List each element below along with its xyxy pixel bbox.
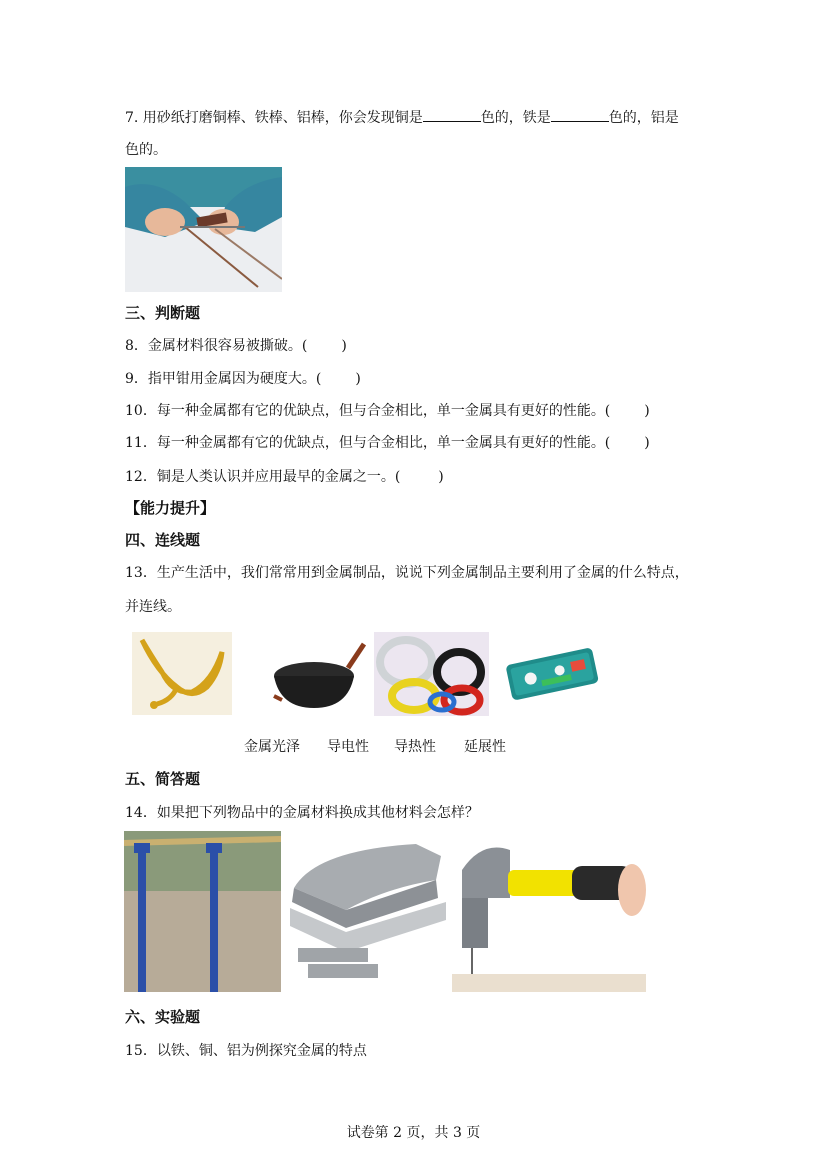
option-conductivity[interactable]: 导电性: [327, 739, 369, 755]
question-13-line1: 13．生产生活中，我们常常用到金属制品，说说下列金属制品主要利用了金属的什么特点，: [125, 565, 689, 581]
paren-close: ): [355, 371, 361, 387]
wok-image: [270, 638, 366, 714]
question-7-line1: [125, 107, 679, 127]
hammer-image: [452, 840, 646, 992]
sanding-rods-image: [125, 167, 282, 292]
blank-copper[interactable]: [423, 109, 481, 122]
question-14: 14．如果把下列物品中的金属材料换成其他材料会怎样？: [125, 805, 479, 821]
page-footer: 试卷第 2 页，共 3 页: [346, 1125, 481, 1141]
q7-part2: 色的，铁是: [480, 110, 551, 126]
ability-title: 【能力提升】: [125, 499, 216, 517]
judge-item-12: [125, 466, 444, 486]
option-thermal-conductivity[interactable]: 导热性: [394, 739, 436, 755]
judge-item-text: 9．指甲钳用金属因为硬度大。(: [125, 371, 322, 387]
option-metallic-luster[interactable]: 金属光泽: [244, 739, 300, 755]
paren-close: ): [341, 338, 347, 354]
parallel-bars-image: [124, 831, 281, 992]
judge-item-8: [125, 335, 347, 355]
q7-part3: 色的，铝是: [608, 110, 679, 126]
judge-item-10: [125, 400, 650, 420]
question-13-line2: 并连线。: [125, 599, 181, 615]
wires-image: [374, 632, 489, 716]
judge-item-11: [125, 432, 650, 452]
question-7-line2: 色的。: [125, 142, 167, 158]
paren-close: ): [644, 403, 650, 419]
paren-close: ): [644, 435, 650, 451]
judge-item-text: 11．每一种金属都有它的优缺点，但与合金相比，单一金属具有更好的性能。(: [125, 435, 611, 451]
gold-chain-image: [132, 632, 232, 715]
option-ductility[interactable]: 延展性: [464, 739, 506, 755]
q7-part1: 7. 用砂纸打磨铜棒、铁棒、铝棒，你会发现铜是: [125, 110, 423, 126]
stapler-image: [286, 840, 450, 990]
blank-iron[interactable]: [551, 109, 609, 122]
pencil-box-image: [500, 634, 604, 712]
judge-item-text: 8．金属材料很容易被撕破。(: [125, 338, 308, 354]
judge-item-text: 10．每一种金属都有它的优缺点，但与合金相比，单一金属具有更好的性能。(: [125, 403, 611, 419]
section-5-title: 五、简答题: [125, 770, 201, 788]
section-4-title: 四、连线题: [125, 531, 201, 549]
judge-item-9: [125, 368, 361, 388]
section-6-title: 六、实验题: [125, 1008, 201, 1026]
section-3-title: 三、判断题: [125, 304, 201, 322]
judge-item-text: 12．铜是人类认识并应用最早的金属之一。(: [125, 469, 401, 485]
question-15: 15．以铁、铜、铝为例探究金属的特点: [125, 1043, 367, 1059]
paren-close: ): [438, 469, 444, 485]
